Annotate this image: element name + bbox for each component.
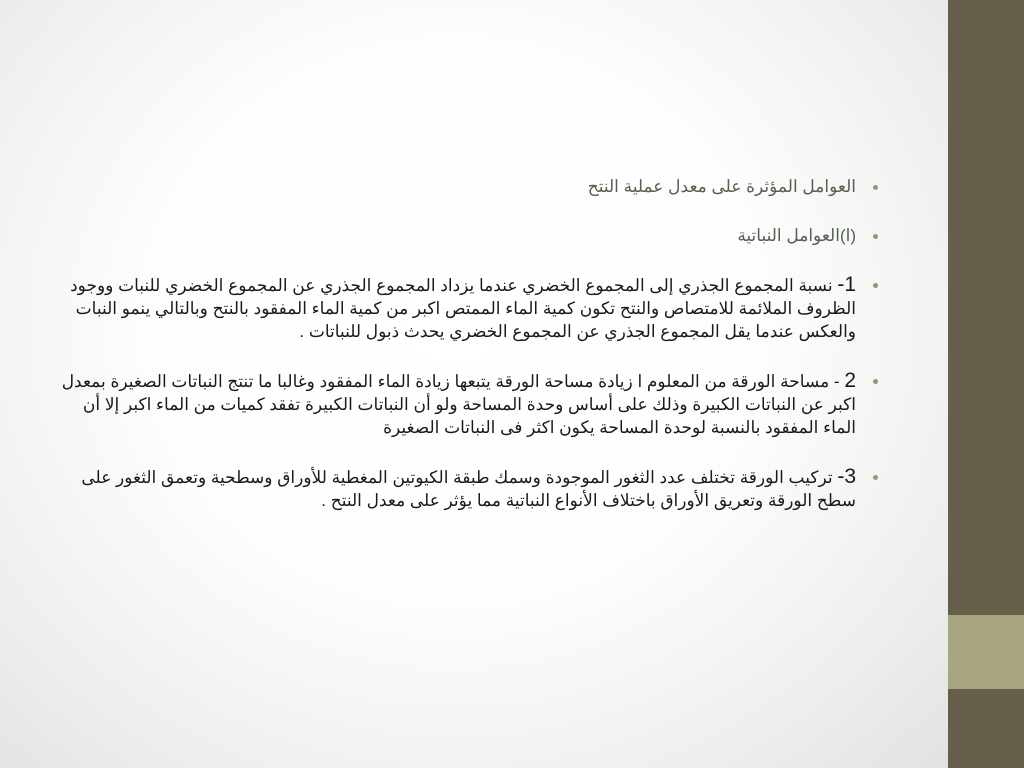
slide-content: [60, 176, 886, 539]
bullet-dot-icon: [873, 185, 878, 190]
paragraph-1-number: 1-: [837, 273, 856, 296]
paragraph-1: [70, 273, 856, 341]
paragraph-3: [81, 465, 856, 510]
bullet-item-leaf-area: [60, 370, 886, 440]
bullet-dot-icon: [873, 283, 878, 288]
bullet-dot-icon: [873, 234, 878, 239]
bullet-dot-icon: [873, 379, 878, 384]
paragraph-2: [61, 369, 856, 437]
paragraph-1-text: نسبة المجموع الجذري إلى المجموع الخضري عندما يزداد المجموع الجذري عن المجموع الخضري للنبات ووجود الظروف الملائمة للامتصاص والنتح تكون كمية الماء الممتص اكبر من كمية الماء المفقود بالنتح وبالتالي ينمو النبات والعكس عندما يقل المجموع الجذري عن المجموع الخضري يحدث ذبول للنباتات .: [70, 276, 856, 341]
section-subtitle: (ا)العوامل النباتية: [737, 226, 856, 245]
bullet-dot-icon: [873, 475, 878, 480]
paragraph-3-text: تركيب الورقة تختلف عدد الثغور الموجودة وسمك طبقة الكيوتين المغطية للأوراق وسطحية وتعمق الثغور على سطح الورقة وتعريق الأوراق باختلاف الأنواع النباتية مما يؤثر على معدل النتح .: [81, 468, 856, 510]
side-band-accent: [948, 615, 1024, 689]
paragraph-3-number: 3-: [837, 465, 856, 488]
paragraph-2-number: 2: [844, 369, 856, 392]
bullet-item-leaf-structure: [60, 466, 886, 513]
paragraph-2-text: - مساحة الورقة من المعلوم ا زيادة مساحة الورقة يتبعها زيادة الماء المفقود وغالبا ما تنتج النباتات الصغيرة بمعدل اكبر عن النباتات الكبيرة وذلك على أساس وحدة المساحة ولو أن النباتات الكبيرة تفقد كميات من الماء اكبر إلا أن الماء المفقود بالنسبة لوحدة المساحة يكون اكثر فى النباتات الصغيرة: [61, 372, 856, 437]
bullet-item-root-shoot-ratio: [60, 274, 886, 344]
bullet-list: [60, 176, 886, 513]
section-title: العوامل المؤثرة على معدل عملية النتح: [587, 177, 856, 196]
bullet-item-subtitle: [60, 225, 886, 248]
bullet-item-title: [60, 176, 886, 199]
